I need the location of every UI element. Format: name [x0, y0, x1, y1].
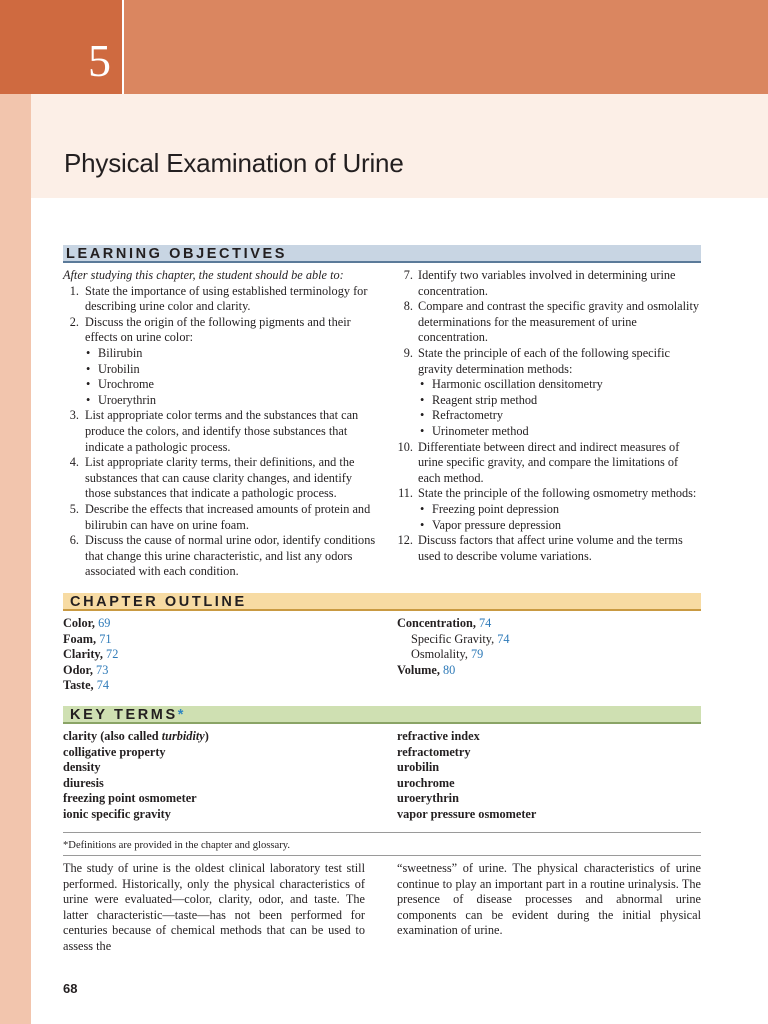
key-term: refractometry: [397, 744, 471, 759]
key-term: ionic specific gravity: [63, 806, 171, 821]
key-term: urobilin: [397, 760, 440, 775]
objective-item: 9. State the principle of each of the following specific gravity determination methods:: [403, 345, 670, 376]
title-band: [31, 94, 768, 198]
outline-link-odor[interactable]: Odor, 73: [63, 662, 109, 677]
objective-bullet: • Urinometer method: [397, 424, 702, 440]
outline-link-foam[interactable]: Foam, 71: [63, 631, 112, 646]
objective-bullet: • Refractometry: [397, 408, 702, 424]
body-text-left: The study of urine is the oldest clinical laboratory test still performed. Historically, only the physical characteristics of urine were evaluated—color, clarity, odor, and taste. The latter characteristic—taste—has not been performed for centuries because of chemical methods that can be used to assess the: [63, 861, 365, 953]
objective-bullet: • Harmonic oscillation densitometry: [397, 377, 702, 393]
key-term: colligative property: [63, 744, 166, 759]
body-divider: [63, 855, 701, 856]
key-term: freezing point osmometer: [63, 791, 197, 806]
key-terms-right-column: [397, 729, 697, 823]
key-term: diuresis: [63, 775, 104, 790]
outline-right-column: [397, 616, 697, 678]
key-terms-divider: [63, 832, 701, 833]
outline-link-specific-gravity[interactable]: Specific Gravity, 74: [411, 631, 510, 646]
chapter-title: Physical Examination of Urine: [64, 148, 404, 178]
objective-item: 3. List appropriate color terms and the substances that can produce the colors, and identify those substances that indicate a pathologic process.: [69, 408, 359, 454]
outline-link-clarity[interactable]: Clarity, 72: [63, 647, 119, 662]
objective-bullet: • Urobilin: [63, 362, 377, 378]
objective-item: 7. Identify two variables involved in determining urine concentration.: [403, 268, 676, 298]
objectives-intro: After studying this chapter, the student should be able to:: [63, 268, 344, 282]
objective-item: 5. Describe the effects that increased amounts of protein and bilirubin can have on urine foam.: [69, 501, 371, 532]
key-term: uroerythrin: [397, 791, 459, 806]
page-number: 68: [63, 981, 78, 996]
key-term: density: [63, 760, 101, 775]
key-terms-heading: KEY TERMS*: [63, 706, 701, 724]
outline-link-taste[interactable]: Taste, 74: [63, 678, 110, 693]
key-term: clarity (also called turbidity): [63, 729, 209, 743]
learning-objectives-heading: LEARNING OBJECTIVES: [63, 245, 701, 263]
objective-item: 1. State the importance of using established terminology for describing urine color and clarity.: [69, 283, 368, 314]
outline-left-column: [63, 616, 363, 694]
key-term: refractive index: [397, 729, 480, 743]
key-terms-footnote: *Definitions are provided in the chapter and glossary.: [63, 840, 291, 851]
left-margin-strip: [0, 0, 31, 1024]
objective-item: 2. Discuss the origin of the following pigments and their effects on urine color:: [69, 314, 351, 345]
objective-bullet: • Urochrome: [63, 377, 377, 393]
objective-item: 8. Compare and contrast the specific gravity and osmolality determinations for the measurement of urine concentration.: [403, 299, 700, 345]
footnote-star: *: [177, 707, 184, 723]
outline-link-concentration[interactable]: Concentration, 74: [397, 616, 492, 630]
objective-bullet: • Uroerythrin: [63, 393, 377, 409]
objective-bullet: • Reagent strip method: [397, 393, 702, 409]
key-terms-left-column: [63, 729, 363, 823]
learning-objectives-left-column: [63, 268, 377, 580]
objective-bullet: • Bilirubin: [63, 346, 377, 362]
objective-item: 6. Discuss the cause of normal urine odor, identify conditions that change this urine characteristic, and list any odors associated with each condition.: [69, 533, 376, 579]
chapter-outline-heading: CHAPTER OUTLINE: [63, 593, 701, 611]
key-term: urochrome: [397, 775, 455, 790]
objective-item: 4. List appropriate clarity terms, their definitions, and the substances that can cause clarity changes, and identify those substances that indicate a pathologic process.: [69, 455, 355, 501]
chapter-number: 5: [88, 35, 111, 86]
objective-item: 12. Discuss factors that affect urine volume and the terms used to describe volume variations.: [397, 533, 683, 563]
objective-item: 10. Differentiate between direct and indirect measures of urine specific gravity, and compare the limitations of each method.: [397, 439, 680, 485]
objective-item: 11. State the principle of the following osmometry methods:: [398, 486, 697, 501]
outline-link-osmolality[interactable]: Osmolality, 79: [411, 647, 484, 662]
objective-bullet: • Freezing point depression: [397, 502, 702, 518]
key-term: vapor pressure osmometer: [397, 806, 537, 821]
learning-objectives-right-column: [397, 268, 702, 564]
outline-link-volume[interactable]: Volume, 80: [397, 662, 456, 677]
objective-bullet: • Vapor pressure depression: [397, 518, 702, 534]
body-text-right: “sweetness” of urine. The physical characteristics of urine continue to play an important part in a routine urinalysis. The presence of disease processes and abnormal urine components can be evident during the initial physical examination of urine.: [397, 861, 701, 938]
chapter-header-bar: [124, 0, 768, 94]
outline-link-color[interactable]: Color, 69: [63, 616, 111, 630]
